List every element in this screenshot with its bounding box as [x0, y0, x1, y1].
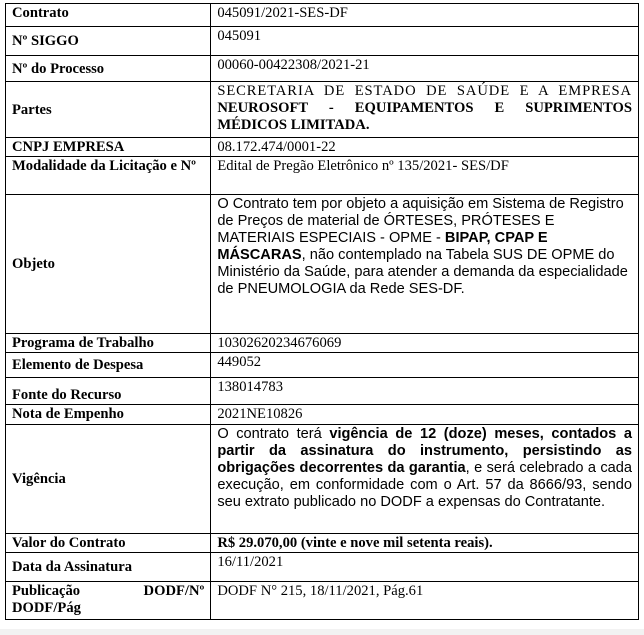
table-row: [6, 157, 639, 195]
row-value-partes: [211, 82, 639, 138]
objeto-items-bold: BIPAP, CPAP E MÁSCARAS: [217, 230, 548, 263]
page-bottom-strip: [0, 629, 644, 635]
vigencia-text-start: O contrato terá: [217, 426, 330, 442]
partes-company-name: NEUROSOFT - EQUIPAMENTOS E SUPRIMENTOS MÉDICOS LIMITADA.: [217, 100, 632, 133]
row-value-programa: 10302620234676069: [211, 334, 639, 353]
row-label-cnpj: CNPJ EMPRESA: [6, 138, 211, 157]
row-value-contrato: 045091/2021-SES-DF: [211, 4, 639, 27]
row-value-publicacao: DODF N° 215, 18/11/2021, Pág.61: [211, 582, 639, 620]
row-value-valor: R$ 29.070,00 (vinte e nove mil setenta reais).: [211, 534, 639, 553]
table-row: [6, 405, 639, 425]
table-row: [6, 425, 639, 534]
table-row: [6, 195, 639, 334]
row-value-empenho: 2021NE10826: [211, 405, 639, 425]
publicacao-label-line2: DODF/Pág: [12, 600, 81, 616]
table-row: [6, 582, 639, 620]
row-value-data: 16/11/2021: [211, 553, 639, 582]
publicacao-label-line1: [12, 583, 204, 600]
row-label-contrato: Contrato: [6, 4, 211, 27]
row-value-processo: 00060-00422308/2021-21: [211, 56, 639, 82]
table-row: [6, 378, 639, 405]
row-label-modalidade: Modalidade da Licitação e Nº: [6, 157, 211, 195]
table-row: [6, 553, 639, 582]
table-row: [6, 82, 639, 138]
table-row: [6, 334, 639, 353]
row-value-vigencia: [211, 425, 639, 534]
row-value-elemento: 449052: [211, 353, 639, 378]
row-label-siggo: Nº SIGGO: [6, 27, 211, 56]
publicacao-label-right: DODF/Nº: [143, 583, 205, 599]
row-label-programa: Programa de Trabalho: [6, 334, 211, 353]
row-label-elemento: Elemento de Despesa: [6, 353, 211, 378]
row-value-fonte: 138014783: [211, 378, 639, 405]
objeto-text-start: O Contrato tem por objeto a aquisição em Sistema de Registro de Preços de material de ÓRTESES, PRÓTESES E MATERIAIS ESPECIAIS - OPME -: [217, 196, 624, 246]
table-row: [6, 4, 639, 27]
row-label-data: Data da Assinatura: [6, 553, 211, 582]
row-value-modalidade: Edital de Pregão Eletrônico nº 135/2021- SES/DF: [211, 157, 639, 195]
row-label-partes: Partes: [6, 82, 211, 138]
row-label-valor: Valor do Contrato: [6, 534, 211, 553]
row-label-publicacao: [6, 582, 211, 620]
row-label-empenho: Nota de Empenho: [6, 405, 211, 425]
table-row: [6, 138, 639, 157]
vigencia-text-end: , e será celebrado a cada execução, em conformidade com o Art. 57 da 8666/93, sendo seu extrato publicado no DODF a expensas do Contratante.: [217, 460, 632, 510]
row-label-objeto: Objeto: [6, 195, 211, 334]
row-label-vigencia: Vigência: [6, 425, 211, 534]
table-row: [6, 56, 639, 82]
table-row: [6, 353, 639, 378]
contract-extract-table: [5, 3, 639, 620]
table-row: [6, 27, 639, 56]
partes-agency-text: SECRETARIA DE ESTADO DE SAÚDE E A EMPRESA: [217, 83, 632, 99]
objeto-text-end: , não contemplado na Tabela SUS DE OPME do Ministério da Saúde, para atender a demanda da especialidade de PNEUMOLOGIA da Rede SES-DF.: [217, 247, 628, 297]
row-label-fonte: Fonte do Recurso: [6, 378, 211, 405]
publicacao-label-left: Publicação: [12, 583, 81, 599]
row-label-processo: Nº do Processo: [6, 56, 211, 82]
vigencia-term-bold: vigência de 12 (doze) meses, contados a partir da assinatura do instrumento, persistindo as obrigações decorrentes da garantia: [217, 426, 632, 476]
row-value-siggo: 045091: [211, 27, 639, 56]
row-value-objeto: [211, 195, 639, 334]
row-value-cnpj: 08.172.474/0001-22: [211, 138, 639, 157]
table-row: [6, 534, 639, 553]
